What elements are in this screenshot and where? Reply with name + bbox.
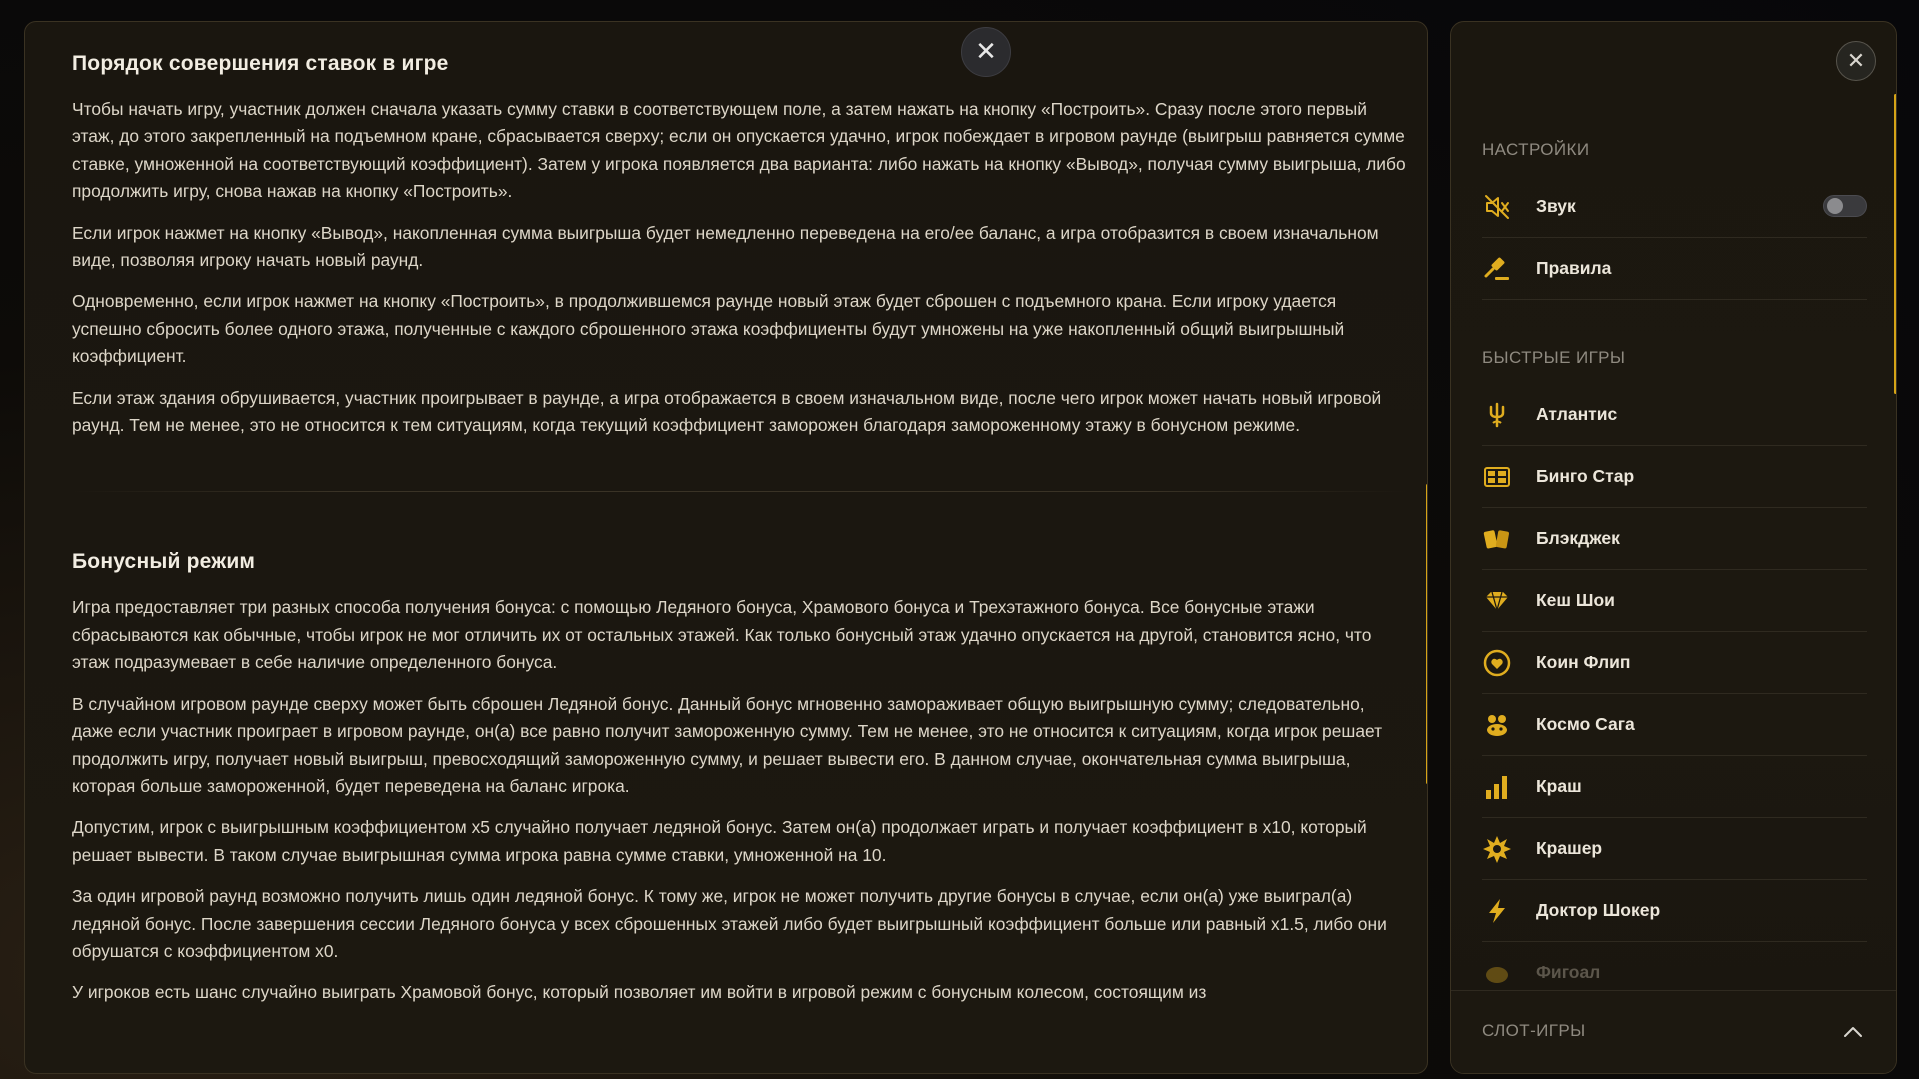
rules-paragraph: В случайном игровом раунде сверху может быть сброшен Ледяной бонус. Данный бонус мгновенно замораживает общую выигрышную сумму; следовательно, даже если участник проиграет в игровом раунде, он(а) все равно получит замороженную сумму. Тем не менее, это не относится к ситуациям, когда игрок решает продолжить игру, получает новый выигрыш, превосходящий замороженную сумму, и решает вывести его. В данном случае, окончательная сумма выигрыша, которая больше замороженной, будет переведена на баланс игрока.: [72, 693, 1383, 796]
close-icon: ✕: [1846, 48, 1866, 74]
bar-chart-icon: [1482, 772, 1512, 802]
menu-close-button[interactable]: [1836, 41, 1876, 81]
rules-modal: [24, 21, 1428, 1074]
rules-paragraph: За один игровой раунд возможно получить лишь один ледяной бонус. К тому же, игрок не может получить другие бонусы в случае, если он(а) уже выиграл(а) ледяной бонус. После завершения сессии Ледяного бонуса у всех сброшенных этажей либо будет выигрышный коэффициент больше или равный x1.5, либо они обрушатся с коэффициентом x0.: [72, 886, 1387, 961]
menu-item-atlantis[interactable]: [1482, 384, 1867, 446]
menu-scrollbar[interactable]: [1894, 94, 1897, 394]
menu-item-label: Доктор Шокер: [1536, 900, 1661, 920]
sound-off-icon: [1482, 192, 1512, 222]
menu-item-label: Атлантис: [1536, 404, 1618, 424]
menu-item-label: Космо Сага: [1536, 714, 1635, 734]
menu-item-label: Фигоал: [1536, 962, 1601, 982]
chevron-up-icon[interactable]: [1842, 1021, 1864, 1043]
menu-item-label: Звук: [1536, 196, 1576, 216]
toggle-knob: [1827, 198, 1843, 214]
cards-icon: [1482, 524, 1512, 554]
trident-icon: [1482, 400, 1512, 430]
sound-toggle[interactable]: [1823, 195, 1867, 217]
bingo-grid-icon: [1482, 462, 1512, 492]
menu-item-doctor-shocker[interactable]: [1482, 880, 1867, 942]
ball-icon: [1482, 958, 1512, 988]
menu-item-bingo-star[interactable]: [1482, 446, 1867, 508]
rules-paragraph: Если игрок нажмет на кнопку «Вывод», накопленная сумма выигрыша будет немедленно переведена на его/ее баланс, а игра отобразится в своем изначальном виде, позволяя игроку начать новый раунд.: [72, 222, 1379, 271]
menu-item-label: Коин Флип: [1536, 652, 1631, 672]
menu-item-label: Правила: [1536, 258, 1612, 278]
menu-panel: [1450, 21, 1897, 1074]
lightning-icon: [1482, 896, 1512, 926]
rules-close-button[interactable]: [961, 27, 1011, 77]
rules-scrollbar[interactable]: [1426, 484, 1428, 784]
rules-content[interactable]: [72, 52, 1408, 1072]
menu-item-coin-flip[interactable]: [1482, 632, 1867, 694]
menu-item-blackjack[interactable]: [1482, 508, 1867, 570]
menu-item-label: Кеш Шои: [1536, 590, 1615, 610]
menu-item-label: Бинго Стар: [1536, 466, 1635, 486]
explosion-icon: [1482, 834, 1512, 864]
menu-item-crasher[interactable]: [1482, 818, 1867, 880]
rules-paragraph: Одновременно, если игрок нажмет на кнопку «Построить», в продолжившемся раунде новый этаж будет сброшен с подъемного крана. Если игроку удается успешно сбросить более одного этажа, полученные с каждого сброшенного этажа коэффициенты будут умножены на уже накопленный общий выигрышный коэффициент.: [72, 291, 1345, 367]
menu-item-cash-show[interactable]: [1482, 570, 1867, 632]
coin-heart-icon: [1482, 648, 1512, 678]
diamond-icon: [1482, 586, 1512, 616]
gavel-icon: [1482, 254, 1512, 284]
section-title-bonus: Бонусный режим: [72, 550, 256, 574]
menu-item-label: Крашер: [1536, 838, 1603, 858]
slot-games-section[interactable]: [1451, 990, 1897, 1074]
menu-item-crash[interactable]: [1482, 756, 1867, 818]
rules-paragraph: Допустим, игрок с выигрышным коэффициентом x5 случайно получает ледяной бонус. Затем он(а) продолжает играть и получает коэффициент в x10, который решает вывести. В таком случае выигрышная сумма игрока равна сумме ставки, умноженной на 10.: [72, 817, 1367, 865]
menu-item-cosmo-saga[interactable]: [1482, 694, 1867, 756]
menu-item-rules[interactable]: [1482, 238, 1867, 300]
rules-paragraph: Игра предоставляет три разных способа получения бонуса: с помощью Ледяного бонуса, Храмового бонуса и Трехэтажного бонуса. Все бонусные этажи сбрасываются как обычные, чтобы игрок не мог отличить их от остальных этажей. Как только бонусный этаж удачно опускается на другой, становится ясно, что этаж подразумевает в себе наличие определенного бонуса.: [72, 597, 1372, 673]
menu-item-sound[interactable]: [1482, 176, 1867, 238]
rules-paragraph: Чтобы начать игру, участник должен сначала указать сумму ставки в соответствующем поле, а затем нажать на кнопку «Построить». Сразу после этого первый этаж, до этого закрепленный на подъемном кране, сбрасывается сверху; если он опускается удачно, игрок побеждает в игровом раунде (выигрыш равняется сумме ставке, умноженной на соответствующий коэффициент). Затем у игрока появляется два варианта: либо нажать на кнопку «Вывод», получая сумму выигрыша, либо продолжить игру, снова нажав на кнопку «Построить».: [72, 99, 1406, 202]
menu-item-label: Блэкджек: [1536, 528, 1620, 548]
alien-icon: [1482, 710, 1512, 740]
menu-item-label: Краш: [1536, 776, 1582, 796]
rules-paragraph: У игроков есть шанс случайно выиграть Храмовой бонус, который позволяет им войти в игровой режим с бонусным колесом, состоящим из: [72, 982, 1207, 1003]
settings-heading: НАСТРОЙКИ: [1482, 140, 1590, 159]
section-divider: [72, 491, 1408, 492]
section-title-betting: Порядок совершения ставок в игре: [72, 52, 449, 75]
quick-games-heading: БЫСТРЫЕ ИГРЫ: [1482, 348, 1626, 367]
close-icon: ✕: [975, 37, 997, 67]
slot-games-heading: СЛОТ-ИГРЫ: [1482, 1021, 1586, 1040]
rules-paragraph: Если этаж здания обрушивается, участник проигрывает в раунде, а игра отображается в своем изначальном виде, после чего игрок может начать новый игровой раунд. Тем не менее, это не относится к тем ситуациям, когда текущий коэффициент заморожен благодаря замороженному этажу в бонусном режиме.: [72, 387, 1382, 436]
